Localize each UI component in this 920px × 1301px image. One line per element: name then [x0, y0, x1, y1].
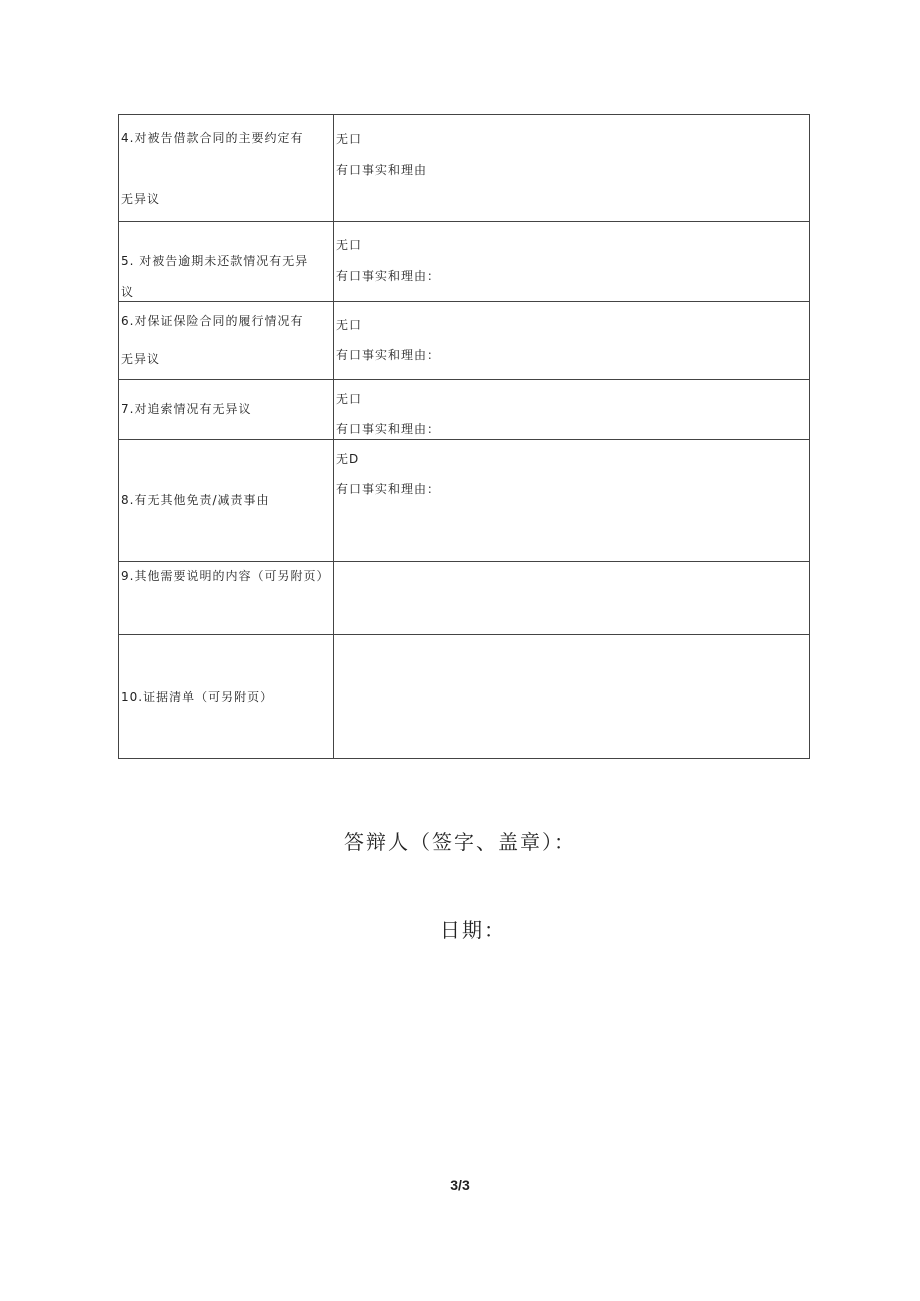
question-text: 7.对追索情况有无异议: [121, 402, 252, 416]
answer-option-yes[interactable]: 有口事实和理由：: [336, 348, 441, 362]
signature-label: 答辩人（签字、盖章）：: [344, 830, 576, 854]
question-cell: [119, 562, 334, 635]
answer-cell[interactable]: [334, 380, 810, 440]
table-row: [119, 635, 810, 759]
question-text: 8.有无其他免责/减责事由: [121, 493, 270, 507]
table-row: [119, 302, 810, 380]
answer-cell[interactable]: [334, 440, 810, 562]
question-cell: [119, 302, 334, 380]
answer-option-yes[interactable]: 有口事实和理由：: [336, 422, 441, 436]
table-row: [119, 562, 810, 635]
question-text: 5. 对被告逾期未还款情况有无异: [121, 254, 309, 268]
answer-option-none[interactable]: 无口: [336, 318, 363, 332]
table-row: [119, 440, 810, 562]
question-cell: [119, 440, 334, 562]
table-row: [119, 380, 810, 440]
question-text: 9.其他需要说明的内容（可另附页）: [121, 569, 330, 583]
answer-cell[interactable]: [334, 562, 810, 635]
question-cell: [119, 380, 334, 440]
answer-cell[interactable]: [334, 115, 810, 222]
question-text: 无异议: [121, 352, 161, 366]
answer-option-yes[interactable]: 有口事实和理由：: [336, 482, 441, 496]
question-text: 4.对被告借款合同的主要约定有: [121, 131, 304, 145]
answer-option-none[interactable]: 无口: [336, 238, 363, 252]
answer-option-none[interactable]: 无口: [336, 132, 363, 146]
question-text: 议: [121, 285, 135, 299]
question-text: 6.对保证保险合同的履行情况有: [121, 314, 304, 328]
answer-cell[interactable]: [334, 302, 810, 380]
answer-option-none[interactable]: 无口: [336, 392, 363, 406]
answer-cell[interactable]: [334, 635, 810, 759]
question-cell: [119, 635, 334, 759]
defense-form-table: [118, 114, 810, 759]
answer-option-yes[interactable]: 有口事实和理由：: [336, 269, 441, 283]
table-row: [119, 222, 810, 302]
answer-cell[interactable]: [334, 222, 810, 302]
answer-option-none[interactable]: 无D: [336, 452, 360, 466]
question-cell: [119, 222, 334, 302]
answer-option-yes[interactable]: 有口事实和理由: [336, 163, 428, 177]
date-label: 日期：: [440, 918, 506, 942]
table-row: [119, 115, 810, 222]
question-text: 无异议: [121, 192, 161, 206]
page-number: 3/3: [450, 1177, 470, 1193]
question-cell: [119, 115, 334, 222]
question-text: 10.证据清单（可另附页）: [121, 690, 274, 704]
